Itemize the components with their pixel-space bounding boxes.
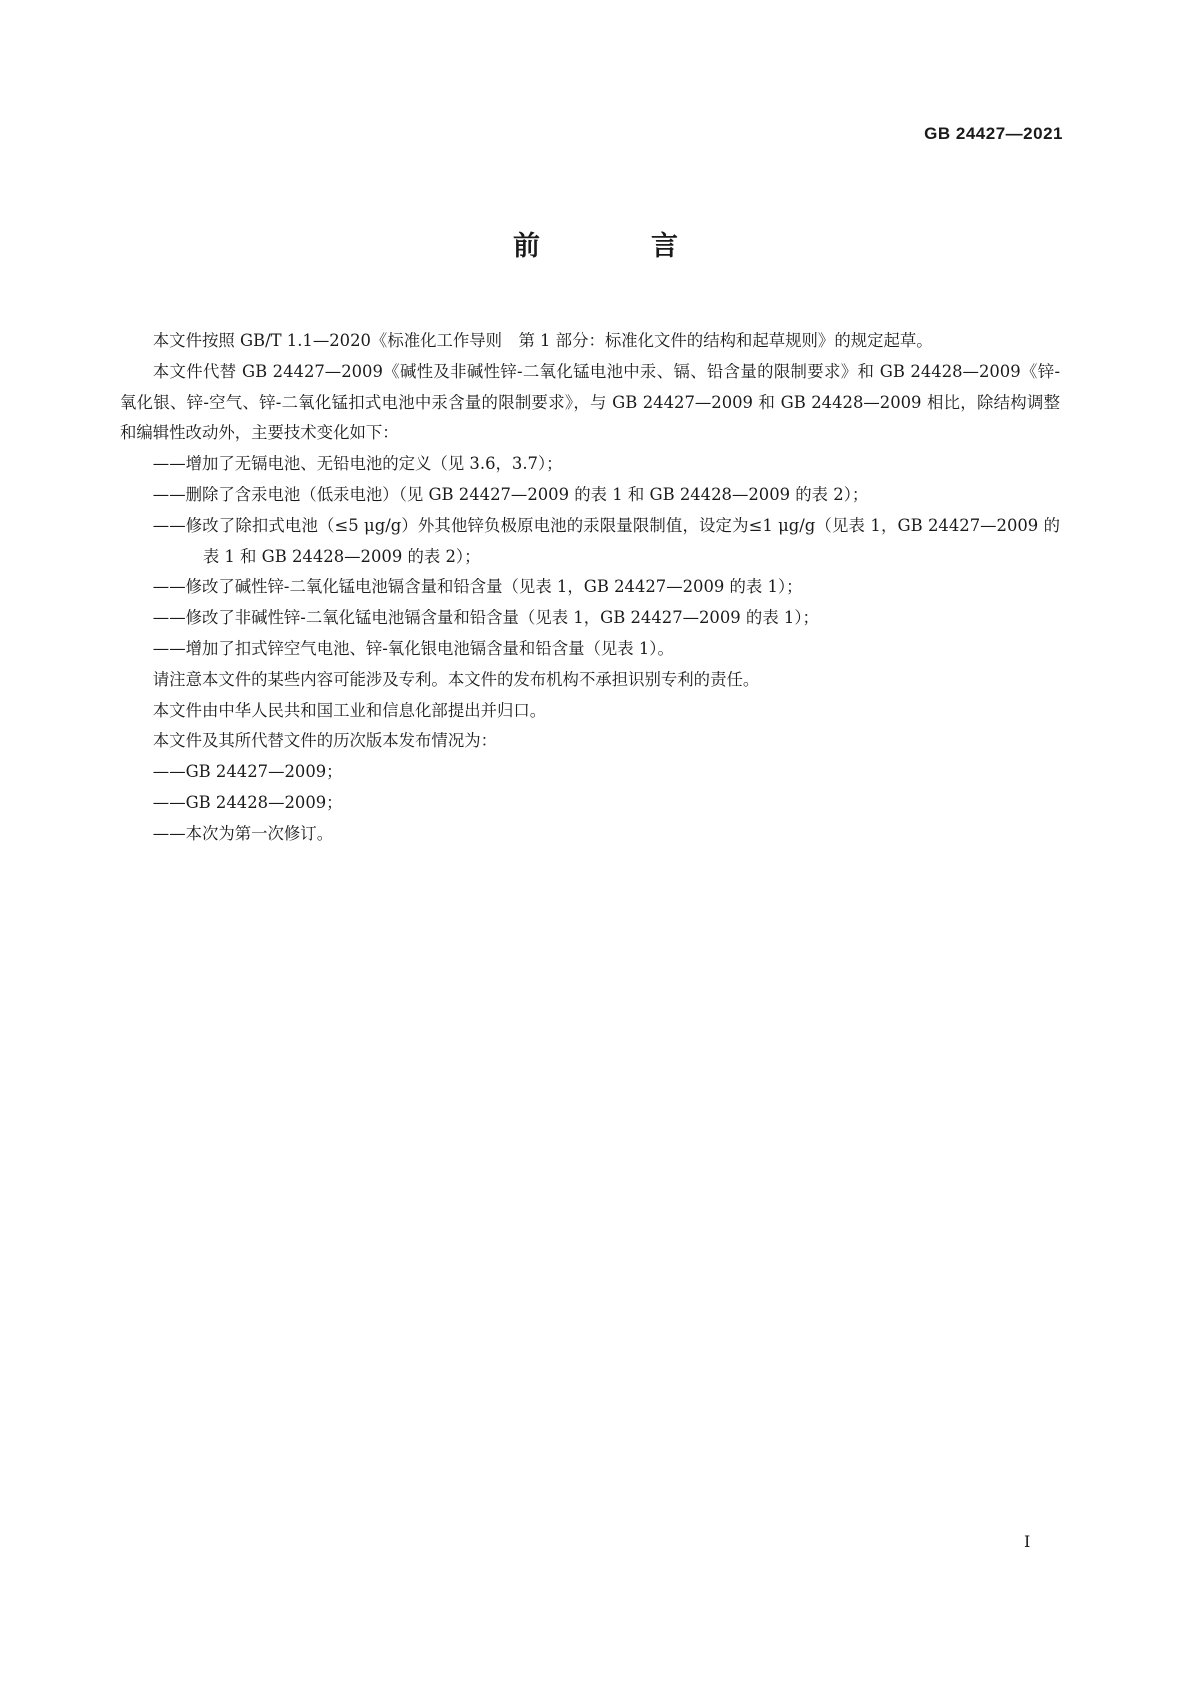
- page-number: I: [1024, 1532, 1031, 1551]
- history-item: ——本次为第一次修订。: [152, 823, 334, 843]
- standard-code: GB 24427—2021: [924, 124, 1063, 143]
- page-title: 前 言: [513, 231, 720, 262]
- notice-paragraph: 本文件及其所代替文件的历次版本发布情况为：: [152, 731, 497, 751]
- notice-paragraph: 请注意本文件的某些内容可能涉及专利。本文件的发布机构不承担识别专利的责任。: [152, 669, 760, 689]
- history-item: ——GB 24427—2009；: [152, 762, 343, 782]
- history-item: ——GB 24428—2009；: [152, 792, 343, 812]
- notice-paragraph: 本文件由中华人民共和国工业和信息化部提出并归口。: [152, 700, 547, 720]
- document-body: [120, 326, 1060, 850]
- change-item: ——增加了无镉电池、无铅电池的定义（见 3.6，3.7）；: [152, 454, 563, 474]
- change-item: ——修改了除扣式电池（≤5 μg/g）外其他锌负极原电池的汞限量限制值，设定为≤1 μg/g（见表 1，GB 24427—2009 的表 1 和 GB 24428—2009 的表 2）；: [152, 515, 1060, 566]
- change-item: ——修改了碱性锌-二氧化锰电池镉含量和铅含量（见表 1，GB 24427—2009 的表 1）；: [152, 577, 803, 597]
- change-item: ——修改了非碱性锌-二氧化锰电池镉含量和铅含量（见表 1，GB 24427—2009 的表 1）；: [152, 608, 819, 628]
- intro-paragraph: 本文件按照 GB/T 1.1—2020《标准化工作导则 第 1 部分：标准化文件的结构和起草规则》的规定起草。: [152, 331, 933, 350]
- intro-paragraph: 本文件代替 GB 24427—2009《碱性及非碱性锌-二氧化锰电池中汞、镉、铅含量的限制要求》和 GB 24428—2009《锌-氧化银、锌-空气、锌-二氧化锰扣式电池中汞含量的限制要求》，与 GB 24427—2009 和 GB 24428—2009 相比，除结构调整和编辑性改动外，主要技术变化如下：: [120, 361, 1060, 443]
- change-item: ——增加了扣式锌空气电池、锌-氧化银电池镉含量和铅含量（见表 1）。: [152, 638, 674, 658]
- change-item: ——删除了含汞电池（低汞电池）（见 GB 24427—2009 的表 1 和 GB 24428—2009 的表 2）；: [152, 484, 869, 504]
